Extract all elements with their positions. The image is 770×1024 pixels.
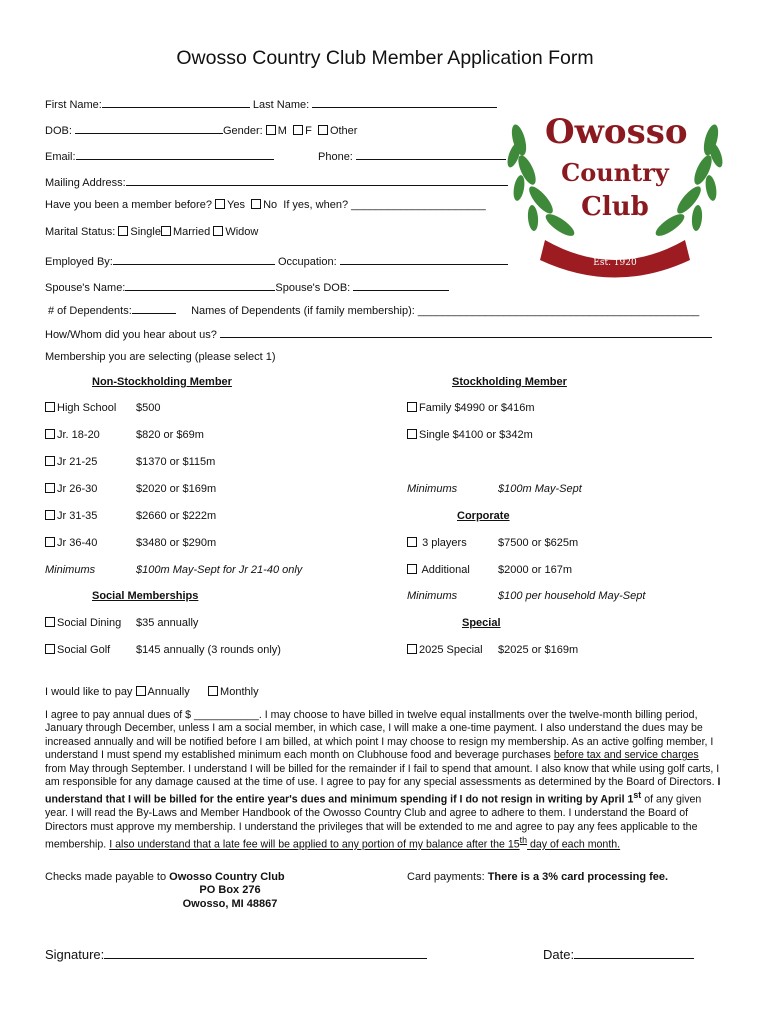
email-label: Email: — [45, 151, 76, 163]
special-checkbox[interactable] — [407, 644, 417, 654]
checks-box: PO Box 276 — [199, 884, 261, 896]
stockholding-header: Stockholding Member — [452, 376, 567, 388]
gender-label: Gender: — [222, 125, 263, 137]
annually-label: Annually — [147, 686, 190, 698]
phone-label: Phone: — [318, 151, 353, 163]
gender-f-checkbox[interactable] — [293, 125, 303, 135]
stock-minimums-value: $100m May-Sept — [498, 483, 582, 495]
member-yes-label: Yes — [227, 199, 245, 211]
agreement-sup: th — [519, 835, 528, 846]
employed-field[interactable] — [113, 253, 275, 265]
spouse-dob-label: Spouse's DOB: — [275, 282, 351, 294]
agreement-text: from May through September. I understand I will be billed for the remainder if I fail to spend that amount. I also know that while using golf carts, I am responsible for any damage caused at the time of use. I agree to pay for any special assessments as determined by the Board of Directors. — [45, 762, 720, 789]
corp-minimums-label: Minimums — [407, 590, 458, 602]
plan-label: Social Dining — [57, 617, 122, 629]
married-checkbox[interactable] — [161, 226, 171, 236]
first-name-label: First Name: — [45, 99, 102, 111]
plan-checkbox[interactable] — [45, 483, 55, 493]
agreement-bold: I understand that I will be billed for the entire year's dues and minimum spending if I do not resign in writing by April 1 — [45, 776, 721, 806]
plan-label: Jr 31-35 — [57, 510, 98, 522]
gender-f-label: F — [305, 125, 312, 137]
plan-checkbox[interactable] — [45, 644, 55, 654]
annually-checkbox[interactable] — [136, 686, 146, 696]
plan-label: 3 players — [422, 537, 467, 549]
hear-about-field[interactable] — [220, 326, 712, 338]
mailing-label: Mailing Address: — [45, 177, 126, 189]
member-no-checkbox[interactable] — [251, 199, 261, 209]
spouse-name-field[interactable] — [125, 279, 275, 291]
phone-field[interactable] — [356, 148, 506, 160]
single-stock-checkbox[interactable] — [407, 429, 417, 439]
plan-price: $3480 or $290m — [136, 537, 217, 549]
spouse-dob-field[interactable] — [353, 279, 449, 291]
plan-checkbox[interactable] — [407, 537, 417, 547]
plan-checkbox[interactable] — [45, 456, 55, 466]
plan-checkbox[interactable] — [45, 617, 55, 627]
checks-label: Checks made payable to — [45, 871, 170, 883]
membership-instructions: Membership you are selecting (please select 1) — [45, 351, 276, 363]
plan-label: High School — [57, 402, 117, 414]
gender-m-checkbox[interactable] — [266, 125, 276, 135]
club-logo — [505, 100, 725, 290]
if-yes-field[interactable]: ______________________ — [351, 199, 486, 211]
member-before-label: Have you been a member before? — [45, 199, 212, 211]
agreement-latefee: I also understand that a late fee will be applied to any portion of my balance after the 15 — [109, 838, 520, 851]
plan-price: $500 — [136, 402, 161, 414]
first-name-field[interactable] — [102, 96, 250, 108]
widow-checkbox[interactable] — [213, 226, 223, 236]
agreement-text: of any given year. I will read the By-Laws and Member Handbook of the Owosso Country Club and agree to adhere to them. I understand the Board of Directors must approve my membership. I understand the privileges that will be extended to me and agree to pay any fees applicable to the membership. — [45, 793, 702, 851]
plan-label: Additional — [421, 564, 470, 576]
plan-checkbox[interactable] — [45, 537, 55, 547]
social-header: Social Memberships — [92, 590, 199, 602]
plan-checkbox[interactable] — [407, 564, 417, 574]
special-price: $2025 or $169m — [498, 644, 579, 656]
minimums-label: Minimums — [45, 564, 96, 576]
plan-price: $2000 or 167m — [498, 564, 572, 576]
if-yes-label: If yes, when? — [283, 199, 349, 211]
plan-price: $7500 or $625m — [498, 537, 579, 549]
single-checkbox[interactable] — [118, 226, 128, 236]
logo-country: Country — [561, 158, 669, 187]
plan-label: Jr 21-25 — [57, 456, 98, 468]
date-field[interactable] — [574, 944, 694, 959]
minimums-value: $100m May-Sept for Jr 21-40 only — [136, 564, 303, 576]
plan-price: $820 or $69m — [136, 429, 204, 441]
widow-label: Widow — [225, 226, 259, 238]
mailing-field[interactable] — [126, 174, 508, 186]
member-yes-checkbox[interactable] — [215, 199, 225, 209]
plan-label: Jr 26-30 — [57, 483, 98, 495]
gender-other-label: Other — [329, 125, 358, 137]
monthly-label: Monthly — [220, 686, 259, 698]
marital-label: Marital Status: — [45, 226, 116, 238]
plan-checkbox[interactable] — [45, 402, 55, 412]
agreement-paragraph — [45, 709, 721, 852]
card-label: Card payments: — [407, 871, 488, 883]
pay-label: I would like to pay — [45, 686, 133, 698]
logo-club: Club — [581, 192, 649, 222]
member-no-label: No — [263, 199, 278, 211]
plan-price: $2020 or $169m — [136, 483, 217, 495]
signature-label: Signature: — [45, 947, 105, 962]
corp-minimums-value: $100 per household May-Sept — [498, 590, 646, 602]
plan-price: $145 annually (3 rounds only) — [136, 644, 281, 656]
gender-m-label: M — [277, 125, 287, 137]
spouse-name-label: Spouse's Name: — [45, 282, 126, 294]
page-title: Owosso Country Club Member Application Form — [176, 47, 594, 69]
dob-field[interactable] — [75, 122, 223, 134]
occupation-field[interactable] — [340, 253, 508, 265]
plan-label: Jr. 18-20 — [57, 429, 100, 441]
agreement-text: before tax and service charges — [553, 749, 699, 762]
corporate-header: Corporate — [457, 510, 510, 522]
dependents-names-field[interactable]: ______________________________________________ — [417, 305, 700, 317]
plan-checkbox[interactable] — [45, 510, 55, 520]
checks-name: Owosso Country Club — [169, 871, 285, 883]
gender-other-checkbox[interactable] — [318, 125, 328, 135]
special-label: 2025 Special — [419, 644, 483, 656]
non-stockholding-header: Non-Stockholding Member — [92, 376, 232, 388]
agreement-latefee: day of each month. — [527, 838, 621, 851]
last-name-field[interactable] — [312, 96, 497, 108]
employed-label: Employed By: — [45, 256, 113, 268]
hear-about-label: How/Whom did you hear about us? — [45, 329, 217, 341]
card-fee: There is a 3% card processing fee. — [487, 871, 669, 883]
dependents-names-label: Names of Dependents (if family membership): — [191, 305, 415, 317]
last-name-label: Last Name: — [252, 99, 310, 111]
signature-field[interactable] — [104, 944, 427, 959]
plan-label: Social Golf — [57, 644, 111, 656]
family-checkbox[interactable] — [407, 402, 417, 412]
married-label: Married — [172, 226, 211, 238]
date-label: Date: — [543, 947, 575, 962]
monthly-checkbox[interactable] — [208, 686, 218, 696]
plan-price: $35 annually — [136, 617, 199, 629]
logo-ribbon-text: Est. 1920 — [593, 258, 637, 268]
plan-checkbox[interactable] — [45, 429, 55, 439]
checks-city: Owosso, MI 48867 — [182, 898, 278, 910]
special-header: Special — [462, 617, 501, 629]
dob-label: DOB: — [45, 125, 72, 137]
plan-label: Jr 36-40 — [57, 537, 98, 549]
plan-price: $1370 or $115m — [136, 456, 216, 468]
occupation-label: Occupation: — [277, 256, 337, 268]
family-label: Family $4990 or $416m — [419, 402, 535, 414]
dependents-label: # of Dependents: — [48, 305, 132, 317]
single-label: Single — [130, 226, 161, 238]
dependents-field[interactable] — [132, 302, 176, 314]
email-field[interactable] — [76, 148, 274, 160]
logo-owosso: Owosso — [545, 112, 688, 152]
stock-minimums-label: Minimums — [407, 483, 458, 495]
plan-price: $2660 or $222m — [136, 510, 217, 522]
agreement-sup: st — [633, 790, 642, 801]
single-stock-label: Single $4100 or $342m — [419, 429, 533, 441]
agreement-text: I agree to pay annual dues of $ ___________. I may choose to have billed in twelve equal installments over the twelve-month billing period, January through December, unless I am a social member, in which case, I will make a one-time payment. I also understand the dues may be increased annually and will be notified before I am billed, at which point I may choose to resign my membership. As an active golfing member, I understand I must spend my established minimum each month on Clubhouse food and beverage purchases — [45, 709, 714, 762]
